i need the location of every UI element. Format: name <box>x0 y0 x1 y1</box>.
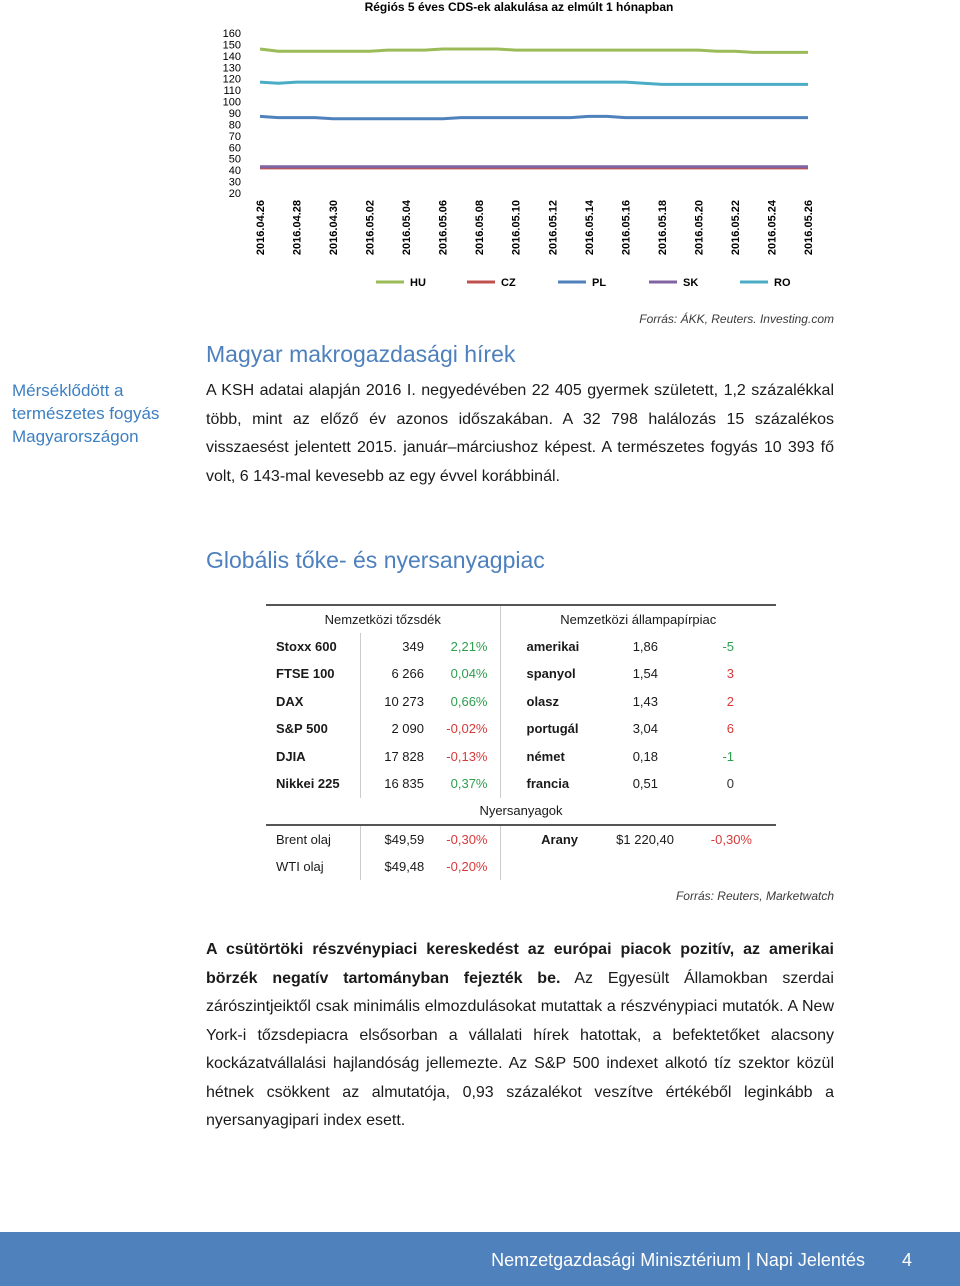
bonds-header: Nemzetközi állampapírpiac <box>500 605 776 633</box>
x-tick-label: 2016.05.20 <box>693 200 706 256</box>
cell-index: Stoxx 600 <box>276 638 337 654</box>
cell-yield: 1,86 <box>632 638 658 654</box>
commodity-change: -0,30% <box>710 831 752 847</box>
market-row <box>266 770 776 798</box>
cell-change: 2,21% <box>450 638 488 654</box>
cell-value: 16 835 <box>360 770 426 798</box>
y-tick-label: 60 <box>228 142 241 155</box>
series-lines <box>260 49 808 168</box>
market-row <box>266 715 776 743</box>
series-line-hu <box>260 49 808 52</box>
cell-country: portugál <box>500 715 600 743</box>
cell-yield: 0,18 <box>632 748 658 764</box>
x-tick-label: 2016.05.10 <box>510 200 523 256</box>
commodity-price: $49,48 <box>360 853 426 881</box>
y-tick-label: 140 <box>222 50 241 63</box>
x-tick-label: 2016.05.08 <box>474 200 487 256</box>
cell-index: DAX <box>276 693 304 709</box>
market-row <box>266 688 776 716</box>
macro-section-title: Magyar makrogazdasági hírek <box>206 341 516 367</box>
cell-yield: 0,51 <box>632 776 658 792</box>
commodity-price: $49,59 <box>360 825 426 853</box>
legend-label: SK <box>683 277 699 289</box>
series-line-pl <box>260 116 808 118</box>
cell-bp: 6 <box>726 721 734 737</box>
commodity-name: WTI olaj <box>276 858 324 874</box>
commodity-name: Brent olaj <box>276 831 331 847</box>
x-tick-label: 2016.05.16 <box>620 200 633 256</box>
legend-label: PL <box>592 277 607 289</box>
cell-yield: 3,04 <box>632 721 658 737</box>
cell-country: spanyol <box>500 660 600 688</box>
cell-value: 6 266 <box>360 660 426 688</box>
cds-line-chart <box>0 0 960 300</box>
cell-index: DJIA <box>276 748 306 764</box>
x-axis <box>255 199 815 255</box>
y-tick-label: 120 <box>222 73 241 86</box>
cell-bp: 2 <box>726 693 734 709</box>
y-tick-label: 40 <box>228 165 241 178</box>
x-tick-label: 2016.04.30 <box>328 200 341 256</box>
footer-bar <box>0 1232 960 1286</box>
stocks-header: Nemzetközi tőzsdék <box>324 611 441 627</box>
legend-label: HU <box>410 277 426 289</box>
cell-value: 10 273 <box>360 688 426 716</box>
y-tick-label: 130 <box>222 62 241 75</box>
x-tick-label: 2016.05.26 <box>803 200 815 256</box>
cell-bp: 0 <box>726 776 734 792</box>
cell-change: -0,13% <box>446 748 488 764</box>
commodity-name: Arany <box>500 825 600 853</box>
cell-value: 2 090 <box>360 715 426 743</box>
y-axis <box>223 28 241 200</box>
market-row <box>266 743 776 771</box>
x-tick-label: 2016.05.12 <box>547 200 560 256</box>
x-tick-label: 2016.05.22 <box>729 200 742 256</box>
legend-label: CZ <box>501 277 516 289</box>
x-tick-label: 2016.04.28 <box>291 200 304 256</box>
cell-value: 17 828 <box>360 743 426 771</box>
page-number: 4 <box>901 1250 912 1270</box>
market-paragraph-body: Az Egyesült Államokban szerdai zárószintjeiktől csak minimális elmozdulásokat mutattak a részvénypiaci mutatók. A New York-i tőzsdepiacra elsősorban a vállalati hírek hatottak, a befektetőket alacsony kockázatvállalási hajlandóság jellemezte. Az S&P 500 indexet alkotó tíz szektor közül hétnek csökkent az almutatója, 0,93 százalékot veszítve értékéből leginkább a nyersanyagipari index esett. <box>206 969 834 1129</box>
cell-change: 0,66% <box>450 693 488 709</box>
commodity-change: -0,20% <box>446 858 488 874</box>
macro-paragraph: A KSH adatai alapján 2016 I. negyedévében 22 405 gyermek született, 1,2 százalékkal több, mint az előző év azonos időszakában. A 32 798 halálozás 15 százalékos visszaesést jelentett 2015. január–márciushoz képest. A természetes fogyás 10 393 fő volt, 6 143-mal kevesebb az egy évvel korábbinál. <box>206 382 834 485</box>
y-tick-label: 20 <box>228 188 241 200</box>
y-tick-label: 80 <box>228 119 241 132</box>
x-tick-label: 2016.05.14 <box>583 200 596 256</box>
chart-title: Régiós 5 éves CDS-ek alakulása az elmúlt 1 hónapban <box>364 0 674 14</box>
x-tick-label: 2016.05.02 <box>364 200 377 256</box>
market-table <box>266 604 776 880</box>
cell-change: 0,04% <box>450 666 488 682</box>
market-row <box>266 633 776 661</box>
x-tick-label: 2016.05.18 <box>656 200 669 256</box>
cell-yield: 1,54 <box>632 666 658 682</box>
cell-index: FTSE 100 <box>276 666 335 682</box>
market-paragraph <box>206 936 834 1136</box>
y-tick-label: 100 <box>222 96 241 109</box>
cell-bp: 3 <box>726 666 734 682</box>
cell-country: francia <box>500 770 600 798</box>
y-tick-label: 70 <box>228 130 241 143</box>
global-section-title: Globális tőke- és nyersanyagpiac <box>206 547 545 573</box>
y-tick-label: 160 <box>222 28 241 40</box>
cell-index: S&P 500 <box>276 721 328 737</box>
market-source: Forrás: Reuters, Marketwatch <box>675 889 834 903</box>
x-tick-label: 2016.05.24 <box>766 200 779 256</box>
cell-change: -0,02% <box>446 721 488 737</box>
y-tick-label: 30 <box>228 176 241 189</box>
cell-value: 349 <box>360 633 426 661</box>
market-paragraph-lead: A csütörtöki részvénypiaci kereskedést az európai piacok pozitív, az amerikai börzék negatív tartományban fejezték be. <box>206 941 834 987</box>
cell-country: amerikai <box>500 633 600 661</box>
cell-index: Nikkei 225 <box>276 776 340 792</box>
legend-label: RO <box>774 277 791 289</box>
chart-legend <box>376 277 791 289</box>
cell-yield: 1,43 <box>632 693 658 709</box>
x-tick-label: 2016.04.26 <box>255 200 267 256</box>
footer-text <box>491 1250 912 1271</box>
cell-change: 0,37% <box>450 776 488 792</box>
y-tick-label: 90 <box>228 108 241 120</box>
x-tick-label: 2016.05.06 <box>437 200 450 256</box>
cell-bp: -5 <box>722 638 734 654</box>
commodity-price: $1 220,40 <box>616 831 674 847</box>
cell-country: olasz <box>500 688 600 716</box>
chart-source: Forrás: ÁKK, Reuters. Investing.com <box>639 312 834 326</box>
footer-title: Nemzetgazdasági Minisztérium | Napi Jelentés <box>491 1250 865 1270</box>
commodities-header: Nyersanyagok <box>479 803 563 819</box>
y-tick-label: 110 <box>223 85 241 98</box>
commodity-change: -0,30% <box>446 831 488 847</box>
series-line-ro <box>260 82 808 84</box>
x-tick-label: 2016.05.04 <box>401 200 414 256</box>
market-row <box>266 660 776 688</box>
y-tick-label: 150 <box>222 39 241 52</box>
y-tick-label: 50 <box>228 153 241 166</box>
cell-bp: -1 <box>722 748 734 764</box>
macro-side-note: Mérséklődött a természetes fogyás Magyarországon <box>12 381 160 446</box>
cell-country: német <box>500 743 600 771</box>
